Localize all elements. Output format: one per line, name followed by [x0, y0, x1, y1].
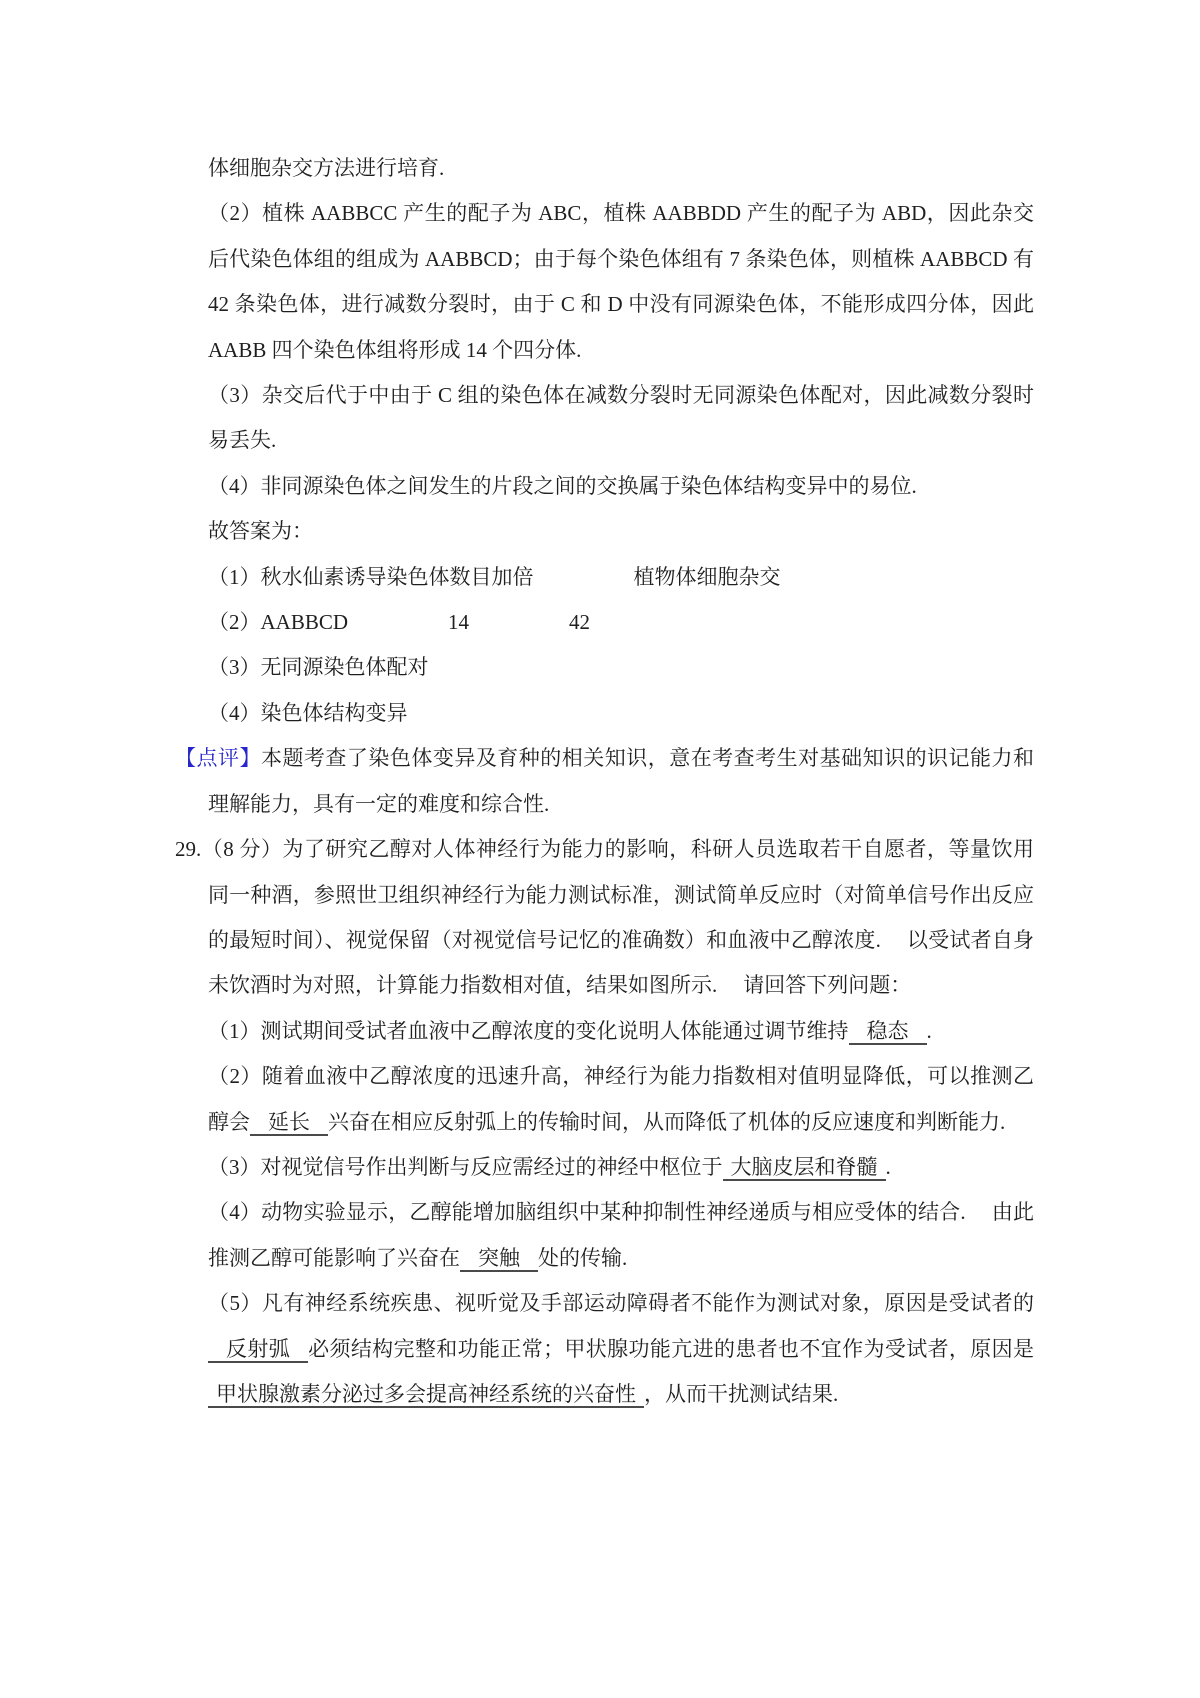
q28-comment: [175, 736, 1035, 827]
q28-answers-heading: [208, 509, 1034, 554]
text-run: （2）AABBCD: [208, 610, 349, 635]
document-content: [175, 146, 1035, 1417]
text-run: （4）非同源染色体之间发生的片段之间的交换属于染色体结构变异中的易位.: [208, 473, 917, 498]
q28-answer-line-1: [208, 555, 1034, 600]
text-run: （2）随着血液中乙醇浓度的迅速升高，神经行为能力指数相对值明显降低，可以推测乙醇会: [208, 1064, 1034, 1134]
answer-blank: 反射弧: [208, 1337, 308, 1363]
text-run: （3）杂交后代于中由于 C 组的染色体在减数分裂时无同源染色体配对，因此减数分裂时易丢失.: [208, 383, 1034, 453]
text-run: （1）秋水仙素诱导染色体数目加倍: [208, 564, 534, 589]
q28-answer-line-2: [208, 600, 1034, 645]
text-run: ，从而干扰测试结果.: [644, 1381, 839, 1406]
q29-question-stem: [175, 827, 1035, 1009]
q28-explanation-3: [208, 373, 1034, 464]
answer-blank: 稳态: [849, 1019, 927, 1045]
answer-blank: 延长: [250, 1110, 328, 1136]
text-run: 体细胞杂交方法进行培育.: [208, 156, 445, 180]
text-run: （3）无同源染色体配对: [208, 655, 429, 680]
text-run: 兴奋在相应反射弧上的传输时间，从而降低了机体的反应速度和判断能力.: [328, 1109, 1006, 1134]
q29-answer-5: [208, 1281, 1034, 1417]
text-run: （3）对视觉信号作出判断与反应需经过的神经中枢位于: [208, 1154, 723, 1179]
text-run: 故答案为：: [208, 519, 313, 544]
q29-answer-3: [208, 1145, 1034, 1190]
q28-line-method: [208, 146, 1034, 191]
text-run: 必须结构完整和功能正常；甲状腺功能亢进的患者也不宜作为受试者，原因是: [308, 1336, 1035, 1361]
text-run: （2）植株 AABBCC 产生的配子为 ABC，植株 AABBDD 产生的配子为 ABD，因此杂交后代染色体组的组成为 AABBCD；由于每个染色体组有 7 条染色体，则植株 AABBCD 有 42 条染色体，进行减数分裂时，由于 C 和 D 中没有同源染色体，不能形成四分体，因此 AABB 四个染色体组将形成 14 个四分体.: [208, 201, 1034, 362]
q28-answer-line-3: [208, 645, 1034, 690]
answer-blank: 突触: [460, 1246, 538, 1272]
q28-answer-line-4: [208, 691, 1034, 736]
text-run: （5）凡有神经系统疾患、视听觉及手部运动障碍者不能作为测试对象，原因是受试者的: [208, 1291, 1034, 1316]
q29-answer-2: [208, 1054, 1034, 1145]
text-run: 本题考查了染色体变异及育种的相关知识，意在考查考生对基础知识的识记能力和理解能力，具有一定的难度和综合性.: [208, 746, 1035, 816]
text-run: 由此推测乙醇可能影响了兴奋在: [208, 1200, 1035, 1270]
answer-blank: 大脑皮层和脊髓: [723, 1155, 886, 1181]
comment-label: 【点评】: [175, 746, 261, 771]
text-run: 14: [448, 610, 470, 635]
q28-explanation-2: [208, 191, 1034, 373]
text-run: （4）染色体结构变异: [208, 700, 408, 725]
q28-explanation-4: [208, 464, 1034, 509]
text-run: 植物体细胞杂交: [633, 564, 781, 589]
text-run: 29.（8 分）为了研究乙醇对人体神经行为能力的影响，科研人员选取若干自愿者，等量饮用同一种酒，参照世卫组织神经行为能力测试标准，测试简单反应时（对简单信号作出反应的最短时间）、视觉保留（对视觉信号记忆的准确数）和血液中乙醇浓度.: [175, 837, 1034, 952]
text-run: .: [926, 1018, 932, 1043]
text-run: 42: [569, 610, 591, 635]
answer-blank: 甲状腺激素分泌过多会提高神经系统的兴奋性: [208, 1382, 644, 1408]
text-run: .: [885, 1154, 891, 1179]
q29-answer-4: [208, 1190, 1034, 1281]
text-run: 处的传输.: [538, 1245, 628, 1270]
text-run: （1）测试期间受试者血液中乙醇浓度的变化说明人体能通过调节维持: [208, 1018, 849, 1043]
q29-answer-1: [208, 1009, 1034, 1054]
text-run: 以受试者自身未饮酒时为对照，计算能力指数相对值，结果如图所示.: [208, 927, 1035, 998]
text-run: 请回答下列问题：: [743, 973, 912, 998]
text-run: （4）动物实验显示，乙醇能增加脑组织中某种抑制性神经递质与相应受体的结合.: [208, 1200, 966, 1225]
